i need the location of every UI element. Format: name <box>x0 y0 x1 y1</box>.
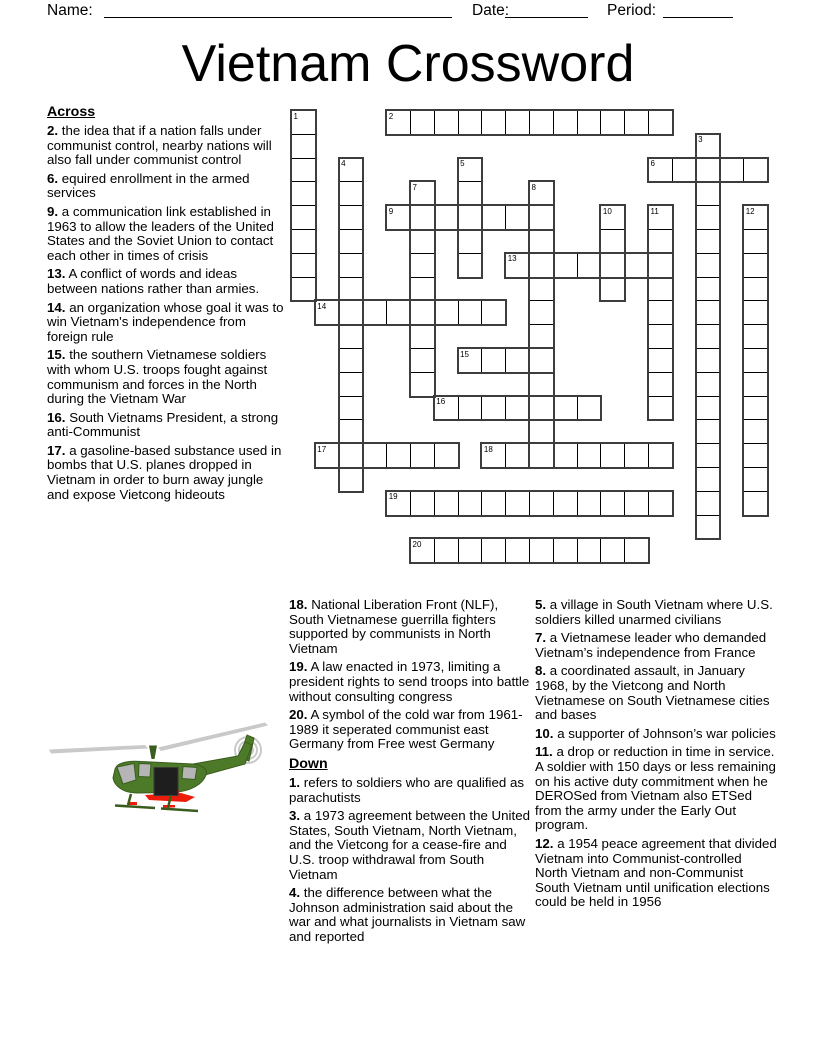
crossword-cell-r0-c6 <box>434 110 459 135</box>
crossword-cell-r8-c19 <box>743 300 768 325</box>
cell-number-14: 14 <box>317 301 327 311</box>
crossword-cell-r4-c5 <box>410 205 435 230</box>
crossword-cell-r9-c17 <box>696 324 721 349</box>
crossword-cell-r5-c15 <box>648 229 673 254</box>
clue-number: 9. <box>47 203 59 219</box>
cell-number-8: 8 <box>531 182 536 192</box>
crossword-cell-r6-c13 <box>600 253 625 278</box>
crossword-cell-r7-c2 <box>339 277 364 302</box>
clue-column-1 <box>47 104 289 506</box>
clue-down-11: 11. a drop or reduction in time in service. A soldier with 150 days or less remaining on his active duty commitment when he DEROSed from Vietnam also ETSed from the army under the Early Out program. <box>535 744 776 833</box>
crossword-cell-r16-c13 <box>600 491 625 516</box>
crossword-cell-r4-c6 <box>434 205 459 230</box>
crossword-cell-r11-c2 <box>339 372 364 397</box>
crossword-cell-r5-c7 <box>458 229 483 254</box>
clue-across-18: 18. National Liberation Front (NLF), South Vietnamese guerrilla fighters supported by communists in North Vietnam <box>289 597 499 656</box>
down-heading: Down <box>289 755 328 772</box>
crossword-cell-r16-c5 <box>410 491 435 516</box>
crossword-cell-r8-c7 <box>458 300 483 325</box>
clue-number: 17. <box>47 442 66 458</box>
crossword-cell-r0-c15 <box>648 110 673 135</box>
crossword-cell-r18-c12 <box>577 538 602 563</box>
crossword-cell-r7-c5 <box>410 277 435 302</box>
clue-across-16: 16. South Vietnams President, a strong anti-Communist <box>47 409 279 440</box>
crossword-cell-r3-c0 <box>291 181 316 206</box>
crossword-cell-r11-c17 <box>696 372 721 397</box>
crossword-cell-r16-c11 <box>553 491 578 516</box>
clue-down-4: 4. the difference between what the Johnson administration said about the war and what journalists in Vietnam saw and reported <box>289 885 526 944</box>
crossword-cell-r10-c9 <box>505 348 530 373</box>
clue-number: 15. <box>47 347 66 363</box>
crossword-cell-r8-c4 <box>386 300 411 325</box>
date-label: Date: <box>472 2 510 19</box>
clue-column-3 <box>535 598 777 914</box>
crossword-cell-r8-c5 <box>410 300 435 325</box>
crossword-cell-r18-c10 <box>529 538 554 563</box>
clue-down-8: 8. a coordinated assault, in January 1968, by the Vietcong and North Vietnamese on South Vietnamese cities and bases <box>535 663 770 723</box>
crossword-cell-r12-c9 <box>505 396 530 421</box>
crossword-cell-r18-c8 <box>481 538 506 563</box>
page-title: Vietnam Crossword <box>181 35 635 93</box>
crossword-cell-r5-c19 <box>743 229 768 254</box>
crossword-cell-r13-c17 <box>696 419 721 444</box>
clue-number: 20. <box>289 707 308 723</box>
crossword-cell-r5-c0 <box>291 229 316 254</box>
crossword-cell-r15-c19 <box>743 467 768 492</box>
clue-number: 18. <box>289 597 308 612</box>
crossword-cell-r8-c8 <box>481 300 506 325</box>
crossword-cell-r0-c12 <box>577 110 602 135</box>
clue-across-13: 13. A conflict of words and ideas between nations rather than armies. <box>47 266 260 296</box>
crossword-cell-r14-c11 <box>553 443 578 468</box>
crossword-cell-r8-c6 <box>434 300 459 325</box>
crossword-cell-r2-c18 <box>719 158 744 183</box>
cell-number-19: 19 <box>388 492 398 502</box>
cell-number-16: 16 <box>436 397 446 407</box>
crossword-cell-r8-c2 <box>339 300 364 325</box>
clue-across-20: 20. A symbol of the cold war from 1961-1989 it seperated communist east Germany from Free west Germany <box>289 707 523 752</box>
cell-number-7: 7 <box>412 182 417 192</box>
clue-number: 8. <box>535 663 547 679</box>
crossword-cell-r6-c5 <box>410 253 435 278</box>
crossword-cell-r4-c9 <box>505 205 530 230</box>
crossword-cell-r6-c15 <box>648 253 673 278</box>
crossword-cell-r14-c4 <box>386 443 411 468</box>
clue-number: 4. <box>289 885 301 901</box>
crossword-cell-r2-c0 <box>291 158 316 183</box>
across-heading: Across <box>47 104 96 120</box>
crossword-cell-r6-c2 <box>339 253 364 278</box>
cell-number-11: 11 <box>650 206 659 216</box>
crossword-cell-r13-c19 <box>743 419 768 444</box>
crossword-cell-r14-c2 <box>339 443 364 468</box>
clue-number: 11. <box>535 744 553 760</box>
crossword-cell-r0-c5 <box>410 110 435 135</box>
crossword-cell-r6-c17 <box>696 253 721 278</box>
crossword-cell-r14-c12 <box>577 443 602 468</box>
crossword-cell-r6-c10 <box>529 253 554 278</box>
crossword-cell-r2-c17 <box>696 158 721 183</box>
crossword-cell-r9-c15 <box>648 324 673 349</box>
crossword-cell-r16-c9 <box>505 491 530 516</box>
cell-number-1: 1 <box>293 111 298 121</box>
crossword-cell-r17-c17 <box>696 515 721 540</box>
crossword-cell-r12-c12 <box>577 396 602 421</box>
crossword-cell-r7-c17 <box>696 277 721 302</box>
crossword-cell-r5-c17 <box>696 229 721 254</box>
crossword-cell-r6-c12 <box>577 253 602 278</box>
crossword-cell-r6-c7 <box>458 253 483 278</box>
cell-number-20: 20 <box>412 539 422 549</box>
crossword-cell-r9-c19 <box>743 324 768 349</box>
crossword-cell-r2-c16 <box>672 158 697 183</box>
crossword-cell-r12-c11 <box>553 396 578 421</box>
crossword-cell-r4-c0 <box>291 205 316 230</box>
crossword-cell-r14-c6 <box>434 443 459 468</box>
crossword-cell-r11-c15 <box>648 372 673 397</box>
clue-down-1: 1. refers to soldiers who are qualified as parachutists <box>289 774 525 805</box>
clue-down-7: 7. a Vietnamese leader who demanded Vietnam’s independence from France <box>535 630 767 660</box>
rotor-mast <box>149 746 157 760</box>
clue-number: 2. <box>47 123 59 138</box>
crossword-cell-r0-c11 <box>553 110 578 135</box>
crossword-cell-r16-c15 <box>648 491 673 516</box>
date-blank-line <box>505 1 588 18</box>
clue-down-5: 5. a village in South Vietnam where U.S. soldiers killed unarmed civilians <box>535 597 773 627</box>
clue-across-14: 14. an organization whose goal it was to win Vietnam's independence from foreign rule <box>47 299 284 344</box>
crossword-cell-r0-c14 <box>624 110 649 135</box>
crossword-cell-r14-c17 <box>696 443 721 468</box>
crossword-cell-r12-c8 <box>481 396 506 421</box>
crossword-cell-r9-c10 <box>529 324 554 349</box>
crossword-cell-r10-c15 <box>648 348 673 373</box>
clue-across-2: 2. the idea that if a nation falls under communist control, nearby nations will also fall under communist control <box>47 123 272 168</box>
crossword-cell-r11-c5 <box>410 372 435 397</box>
clue-across-9: 9. a communication link established in 1963 to allow the leaders of the United States and the Soviet Union to contact each other in times of crisis <box>47 203 274 263</box>
crossword-cell-r7-c10 <box>529 277 554 302</box>
crossword-cell-r12-c2 <box>339 396 364 421</box>
crossword-cell-r10-c19 <box>743 348 768 373</box>
crossword-cell-r3-c7 <box>458 181 483 206</box>
crossword-cell-r10-c17 <box>696 348 721 373</box>
crossword-cell-r7-c13 <box>600 277 625 302</box>
crossword-cell-r16-c6 <box>434 491 459 516</box>
crossword-cell-r11-c19 <box>743 372 768 397</box>
crossword-cell-r12-c10 <box>529 396 554 421</box>
crossword-cell-r14-c5 <box>410 443 435 468</box>
crossword-cell-r14-c10 <box>529 443 554 468</box>
helicopter-illustration <box>45 712 275 814</box>
crossword-cell-r12-c17 <box>696 396 721 421</box>
crossword-cell-r18-c14 <box>624 538 649 563</box>
crossword-cell-r18-c7 <box>458 538 483 563</box>
cell-number-5: 5 <box>460 159 465 169</box>
crossword-cell-r14-c13 <box>600 443 625 468</box>
clue-number: 5. <box>535 597 547 612</box>
clue-down-10: 10. a supporter of Johnson’s war policies <box>535 725 776 741</box>
crossword-cell-r6-c11 <box>553 253 578 278</box>
crossword-cell-r16-c17 <box>696 491 721 516</box>
crossword-cell-r18-c6 <box>434 538 459 563</box>
crossword-cell-r1-c0 <box>291 134 316 159</box>
crossword-cell-r7-c0 <box>291 277 316 302</box>
crossword-cell-r0-c8 <box>481 110 506 135</box>
clue-down-3: 3. a 1973 agreement between the United States, South Vietnam, North Vietnam, and the Vietcong for a cease-fire and U.S. troop withdrawal from South Vietnam <box>289 808 530 882</box>
crossword-cell-r16-c12 <box>577 491 602 516</box>
crossword-cell-r9-c5 <box>410 324 435 349</box>
period-label: Period: <box>607 2 657 19</box>
clue-number: 10. <box>535 725 554 741</box>
crossword-cell-r18-c11 <box>553 538 578 563</box>
crossword-cell-r7-c19 <box>743 277 768 302</box>
crossword-cell-r6-c0 <box>291 253 316 278</box>
crossword-cell-r15-c2 <box>339 467 364 492</box>
cell-number-2: 2 <box>388 111 394 121</box>
crossword-cell-r0-c10 <box>529 110 554 135</box>
crossword-cell-r3-c17 <box>696 181 721 206</box>
clue-column-2 <box>289 598 531 948</box>
cargo-door <box>154 768 178 796</box>
name-blank-line <box>104 1 452 18</box>
crossword-cell-r4-c2 <box>339 205 364 230</box>
clue-across-17: 17. a gasoline-based substance used in bombs that U.S. planes dropped in Vietnam in order to burn away jungle and expose Vietcong hideouts <box>47 442 282 502</box>
cell-number-4: 4 <box>341 159 346 169</box>
clue-down-12: 12. a 1954 peace agreement that divided Vietnam into Communist-controlled North Vietnam and non-Communist South Vietnam until unification elections could be held in 1956 <box>535 835 777 910</box>
crossword-cell-r18-c13 <box>600 538 625 563</box>
crossword-cell-r0-c9 <box>505 110 530 135</box>
crossword-cell-r12-c19 <box>743 396 768 421</box>
crossword-cell-r14-c3 <box>362 443 387 468</box>
crossword-cell-r4-c10 <box>529 205 554 230</box>
crossword-cell-r5-c2 <box>339 229 364 254</box>
cell-number-13: 13 <box>507 254 517 264</box>
crossword-cell-r6-c14 <box>624 253 649 278</box>
side-window-1 <box>139 764 152 778</box>
crossword-cell-r12-c7 <box>458 396 483 421</box>
crossword-cell-r10-c2 <box>339 348 364 373</box>
side-window-2 <box>182 767 197 780</box>
crossword-cell-r8-c3 <box>362 300 387 325</box>
cell-number-15: 15 <box>460 349 469 359</box>
crossword-cell-r16-c7 <box>458 491 483 516</box>
crossword-cell-r10-c10 <box>529 348 554 373</box>
crossword-cell-r16-c10 <box>529 491 554 516</box>
cell-number-17: 17 <box>317 444 327 454</box>
name-label: Name: <box>47 2 93 19</box>
cell-number-18: 18 <box>483 444 493 454</box>
clue-number: 6. <box>47 170 59 186</box>
crossword-cell-r14-c9 <box>505 443 530 468</box>
crossword-cell-r2-c19 <box>743 158 768 183</box>
clue-number: 19. <box>289 659 308 675</box>
crossword-cell-r11-c10 <box>529 372 554 397</box>
crossword-cell-r14-c15 <box>648 443 673 468</box>
crossword-cell-r0-c13 <box>600 110 625 135</box>
crossword-cell-r12-c15 <box>648 396 673 421</box>
crossword-cell-r8-c10 <box>529 300 554 325</box>
crossword-cell-r10-c8 <box>481 348 506 373</box>
clue-number: 14. <box>47 299 66 315</box>
cell-number-10: 10 <box>602 206 612 216</box>
clue-number: 16. <box>47 409 66 425</box>
crossword-cell-r16-c14 <box>624 491 649 516</box>
crossword-cell-r16-c8 <box>481 491 506 516</box>
crossword-cell-r4-c8 <box>481 205 506 230</box>
crossword-cell-r13-c2 <box>339 419 364 444</box>
clue-number: 12. <box>535 835 554 851</box>
clue-across-6: 6. equired enrollment in the armed services <box>47 170 250 201</box>
crossword-cell-r5-c13 <box>600 229 625 254</box>
cell-number-3: 3 <box>698 135 703 145</box>
clue-number: 3. <box>289 808 301 824</box>
clue-number: 7. <box>535 630 547 646</box>
crossword-cell-r16-c19 <box>743 491 768 516</box>
cell-number-9: 9 <box>388 206 394 216</box>
crossword-cell-r8-c17 <box>696 300 721 325</box>
crossword-cell-r8-c15 <box>648 300 673 325</box>
crossword-cell-r10-c5 <box>410 348 435 373</box>
clue-across-19: 19. A law enacted in 1973, limiting a president rights to send troops into battle without consulting congress <box>289 659 530 704</box>
crossword-cell-r18-c9 <box>505 538 530 563</box>
clue-across-15: 15. the southern Vietnamese soldiers with whom U.S. troops fought against communism and forces in the North during the Vietnam War <box>47 347 268 407</box>
crossword-grid <box>291 110 771 565</box>
crossword-cell-r5-c5 <box>410 229 435 254</box>
crossword-cell-r9-c2 <box>339 324 364 349</box>
crossword-cell-r4-c17 <box>696 205 721 230</box>
period-blank-line <box>663 1 733 18</box>
crossword-cell-r0-c7 <box>458 110 483 135</box>
crossword-cell-r6-c19 <box>743 253 768 278</box>
crossword-cell-r15-c17 <box>696 467 721 492</box>
cell-number-12: 12 <box>745 206 755 216</box>
cell-number-6: 6 <box>650 159 655 169</box>
crossword-cell-r5-c10 <box>529 229 554 254</box>
clue-number: 1. <box>289 774 301 790</box>
crossword-cell-r14-c14 <box>624 443 649 468</box>
crossword-cell-r3-c2 <box>339 181 364 206</box>
clue-number: 13. <box>47 266 66 282</box>
crossword-cell-r4-c7 <box>458 205 483 230</box>
crossword-cell-r7-c15 <box>648 277 673 302</box>
crossword-cell-r13-c10 <box>529 419 554 444</box>
crossword-cell-r14-c19 <box>743 443 768 468</box>
